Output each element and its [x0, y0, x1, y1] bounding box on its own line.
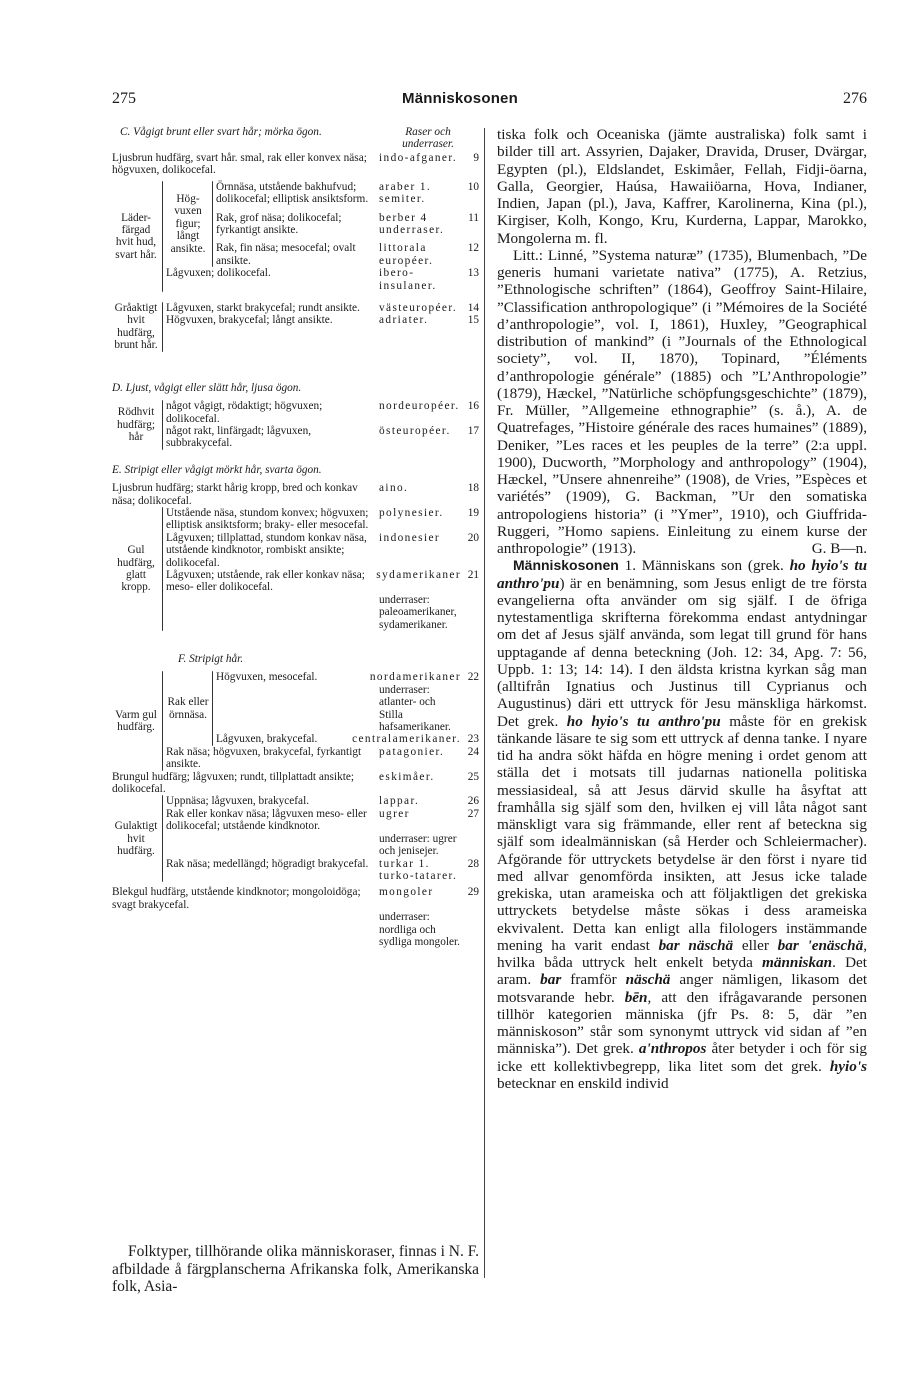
group-label: Gul hudfärg, glatt kropp. [117, 544, 155, 594]
table-row: Örnnäsa, utstående bakhufvud; dolikocefal; elliptisk ansiktsform. araber 1. semiter. 10 [216, 180, 479, 206]
group-label: Gulaktigt hvit hudfärg. [114, 820, 158, 858]
section-c-heading: C. Vågigt brunt eller svart hår; mörka ögon. Raser och underraser. [112, 126, 479, 152]
table-row: Utstående näsa, stundom konvex; högvuxen; elliptisk ansiktsform; braky- eller mesocefal. polynesier. 19 [166, 506, 479, 532]
raser-column-heading: Raser och underraser. [402, 126, 454, 151]
group-label: Läder-färgad hvit hud, svart hår. [115, 211, 157, 261]
table-row: Rak näsa; högvuxen, brakycefal, fyrkantigt ansikte. patagonier. 24 [166, 745, 479, 771]
right-column-text [497, 126, 867, 1092]
group-label: Rödhvit hudfärg; hår [116, 406, 156, 444]
subgroup-label: Hög-vuxen figur; långt ansikte. [170, 193, 206, 255]
page-number-left: 275 [112, 90, 136, 107]
author-signature: G. B—n. [811, 540, 867, 557]
table-row: Rak eller konkav näsa; lågvuxen meso- eller dolikocefal; utstående kindknotor. ugrer 27 [166, 807, 479, 833]
table-row: Högvuxen, brakycefal; långt ansikte. adriater. 15 [166, 314, 479, 327]
table-row-sub: underraser: paleoamerikaner, sydamerikaner. [379, 593, 457, 631]
group-label: Varm gul hudfärg. [115, 708, 157, 734]
table-row-sub: underraser: ugrer och jenisejer. [379, 832, 457, 858]
subgroup-label: Rak eller örnnäsa. [167, 696, 209, 721]
table-row: Uppnäsa; lågvuxen, brakycefal. lappar. 26 [166, 795, 479, 808]
table-row-sub: underraser: atlanter- och Stilla hafsamerikaner. [379, 683, 451, 734]
table-row: Brungul hudfärg; lågvuxen; rundt, tillplattadt ansikte; dolikocefal. eskimåer. 25 [112, 770, 479, 796]
page-title: Människosonen [402, 90, 518, 107]
table-row: Lågvuxen; utstående, rak eller konkav näsa; meso- eller dolikocefal. sydamerikaner 21 [166, 568, 479, 594]
table-row: Lågvuxen, starkt brakycefal; rundt ansikte. västeuropéer. 14 [166, 302, 479, 315]
table-row: Ljusbrun hudfärg, svart hår. smal, rak eller konvex näsa; högvuxen, dolikocefal. indo-afganer. 9 [112, 152, 479, 177]
section-d-heading: D. Ljust, vågigt eller slätt hår, ljusa ögon. [112, 381, 302, 394]
table-row: Blekgul hudfärg, utstående kindknotor; mongoloidöga; svagt brakycefal. mongoler 29 [112, 886, 479, 911]
table-row: Rak näsa; medellängd; högradigt brakycefal. turkar 1. turko-tatarer. 28 [166, 857, 479, 882]
table-row: Rak, grof näsa; dolikocefal; fyrkantigt ansikte. berber 4 underraser. 11 [216, 211, 479, 237]
table-row: Ljusbrun hudfärg; starkt hårig kropp, bred och konkav näsa; dolikocefal. aino. 18 [112, 482, 479, 507]
table-row: Högvuxen, mesocefal. nordamerikaner 22 [216, 671, 479, 684]
group-rodhvit [112, 400, 479, 450]
entry-keyword: Människosonen [513, 557, 619, 574]
entry-manniskosonen: Människosonen 1. Människans son (grek. ho hyio's tu anthro'pu) är en benämning, som Jesus enligt de tre första evangelierna ofta använder om sig själf. I de öfriga nytestamentliga skrifterna förekomma endast antydningar om det af Jesus själf använda, som legat till grund för hans upptagande af denna beteckning (Joh. 12: 34, Apg. 7: 56, Uppb. 1: 13; 14: 14). I den äldsta kristna kyrkan såg man (alltifrån Ignatius och Justinus till Cyprianus och Augustinus) däri ett uttryck för Jesu mänskliga härkomst. Det grek. ho hyio's tu anthro'pu måste för en grekisk tänkande läsare te sig som ett uttryck af denna tanke. I nyare tid ha andra sökt häfda en högre mening i ordet genom att ställa det i motsats till judarnas nationella politiska messiasideal, så att Jesus därvid skulle ha åsyftat att framhålla sig själf som den, hvilken ej vill låta något sant mänskligt vara sig främmande, eller rent af beteckna sig själf som idealmänniskan (så Herder och Schleiermacher). Afgörande för uttryckets betydelse är den först i nyare tid med allvar genomförda insikten, att Jesus icke talade grekiska, utan arameiska och att följaktligen det grekiska uttryckets betydelse måste sökas i dess arameiska ekvivalent. Detta kan enligt alla filologers instämmande mening ha varit endast bar näschä eller bar 'enäschä, hvilka båda uttryck helt enkelt betyda människan. Det aram. bar framför näschä anger nämligen, likasom det motsvarande hebr. bēn, att den ifrågavarande personen tillhör kategorien människa (jfr Ps. 8: 5, där ”en människoson” står som synonymt uttryck vid sidan af ”en människa”). Det grek. a'nthropos åter betyder i och för sig icke ett kollektivbegrepp, lika litet som det grek. hyio's betecknar en enskild individ [497, 557, 868, 1092]
section-e-heading: E. Stripigt eller vågigt mörkt hår, svarta ögon. [112, 463, 322, 476]
group-gulaktigt [112, 795, 479, 882]
folktyper-paragraph: Folktyper, tillhörande olika människoraser, finnas i N. F. afbildade å färgplanscherna Afrikanska folk, Amerikanska folk, Asia- [112, 1243, 479, 1296]
group-label: Gråaktigt hvit hudfärg, brunt hår. [114, 302, 158, 352]
table-row: Rak, fin näsa; mesocefal; ovalt ansikte. littorala européer. 12 [216, 242, 479, 267]
table-row: Lågvuxen; tillplattad, stundom konkav näsa, utstående kindknotor, rombiskt ansikte; dolikocefal. indonesier 20 [166, 531, 479, 569]
table-row: Lågvuxen, brakycefal. centralamerikaner. 23 [216, 733, 479, 746]
race-classification-table [112, 126, 479, 948]
table-row-sub: underraser: nordliga och sydliga mongoler. [379, 911, 460, 948]
paragraph-illustrations: tiska folk och Oceaniska (jämte australiska) folk samt i bilder till art. Assyrien, Dajaker, Dravida, Druser, Dvärgar, Egypten (pl.), Eldslandet, Eskimåer, Fellah, Fidji-öarna, Galla, Georgier, Haúsa, Hawaiiöarna, Hova, Indianer, Indien, Japan (pl.), Java, Kaffrer, Karolinerna, Kina (pl.), Kirgiser, Kolh, Kongo, Kru, Kurderna, Lappar, Marokko, Mongolerna m. fl. [497, 126, 867, 247]
group-gul [112, 507, 479, 631]
page-number-right: 276 [843, 90, 867, 107]
group-graaktigt [112, 302, 479, 352]
group-varm-gul [112, 671, 479, 770]
table-row: något rakt, linfärgadt; lågvuxen, subbrakycefal. östeuropéer. 17 [166, 424, 479, 450]
group-laderfargad [112, 181, 479, 292]
paragraph-literature: Litt.: Linné, ”Systema naturæ” (1735), Blumenbach, ”De generis humani varietate nativa” (1775), A. Retzius, ”Ethnologische schriften” (1864), Geoffroy Saint-Hilaire, ”Classification anthropologique” (i ”Mémoires de la Société d’anthropologie”, vol. I, 1861), Huxley, ”Geographical distribution of mankind” (i ”Journals of the Ethnological society”, vol. II, 1870), Topinard, ”Éléments d’anthropologie générale” (1885) och ”L’Anthropologie” (1879), Hæckel, ”Natürliche schöpfungsgeschichte” (1879), Fr. Müller, ”Allgemeine ethnographie” (s. å.), A. de Quatrefages, ”Histoire générale des races humaines” (1889), Deniker, ”Les races et les peuples de la terre” (2:a uppl. 1900), Ducworth, ”Morphology and anthropology” (1904), Hæckel, ”Unsere ahnenreihe” (1908), de Vries, ”Espèces et variétés” (1909), G. Backman, ”Ur den somatiska antropologiens historia” (i ”Ymer”, 1910), och Giuffrida-Ruggeri, ”Homo sapiens. Einleitung zu einem kurse der anthropologie” (1913). G. B—n. [497, 246, 867, 557]
column-divider [484, 128, 485, 1278]
section-f-heading: F. Stripigt hår. [178, 653, 244, 665]
table-row: Lågvuxen; dolikocefal. ibero-insulaner. 13 [166, 267, 479, 292]
table-row: något vågigt, rödaktigt; högvuxen; dolikocefal. nordeuropéer. 16 [166, 400, 479, 425]
